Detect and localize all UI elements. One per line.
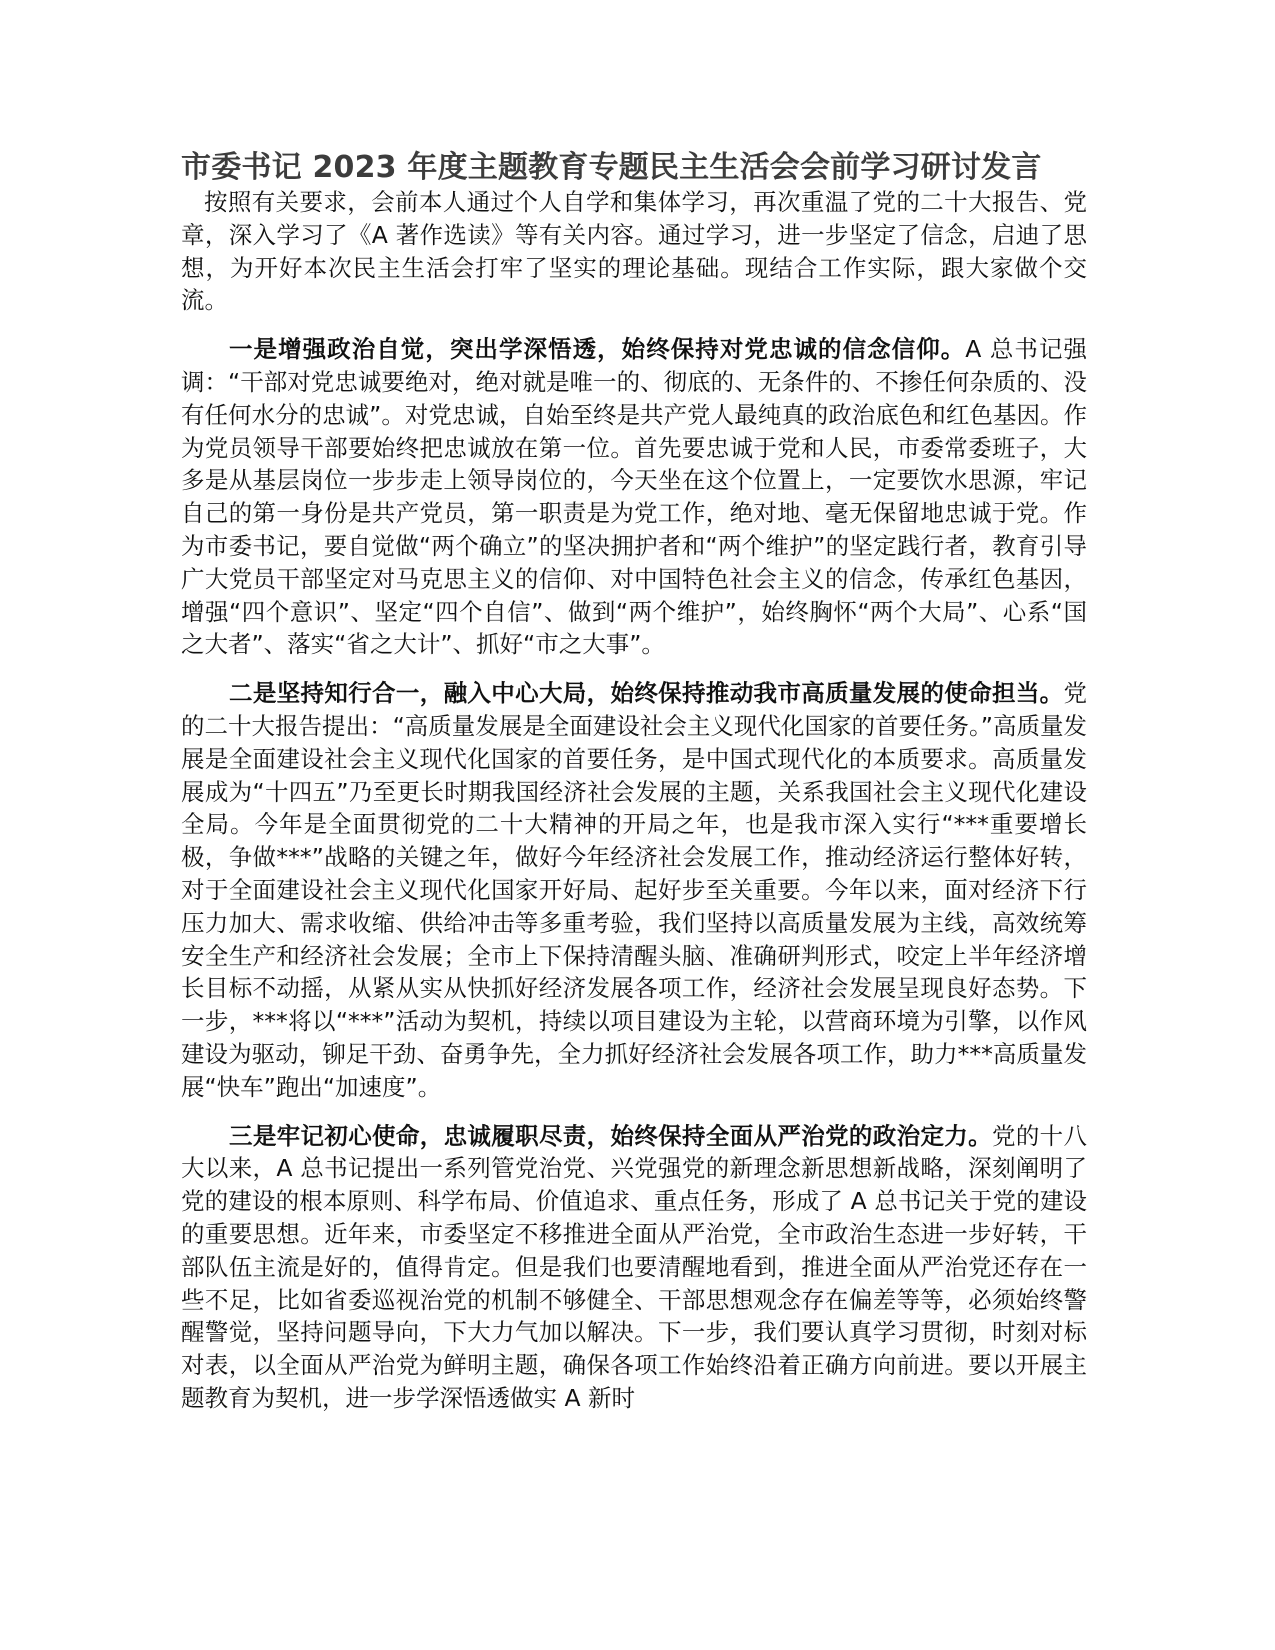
section-3-lead: 三是牢记初心使命，忠诚履职尽责，始终保持全面从严治党的政治定力。 <box>229 1121 992 1150</box>
section-2-lead: 二是坚持知行合一，融入中心大局，始终保持推动我市高质量发展的使命担当。 <box>229 679 1064 708</box>
section-1-lead: 一是增强政治自觉，突出学深悟透，始终保持对党忠诚的信念信仰。 <box>229 335 966 364</box>
intro-paragraph: 按照有关要求，会前本人通过个人自学和集体学习，再次重温了党的二十大报告、党章，深入学习了《A 著作选读》等有关内容。通过学习，进一步坚定了信念，启迪了思想，为开好本次民主生活会打牢了坚实的理论基础。现结合工作实际，跟大家做个交流。 <box>181 188 1087 315</box>
document-title: 市委书记 2023 年度主题教育专题民主生活会会前学习研讨发言 <box>181 150 1042 185</box>
section-paragraph-1 <box>181 333 1087 661</box>
section-1-body: A 总书记强调：“干部对党忠诚要绝对，绝对就是唯一的、彻底的、无条件的、不掺任何杂质的、没有任何水分的忠诚”。对党忠诚，自始至终是共产党人最纯真的政治底色和红色基因。作为党员领导干部要始终把忠诚放在第一位。首先要忠诚于党和人民，市委常委班子，大多是从基层岗位一步步走上领导岗位的，今天坐在这个位置上，一定要饮水思源，牢记自己的第一身份是共产党员，第一职责是为党工作，绝对地、毫无保留地忠诚于党。作为市委书记，要自觉做“两个确立”的坚决拥护者和“两个维护”的坚定践行者，教育引导广大党员干部坚定对马克思主义的信仰、对中国特色社会主义的信念，传承红色基因，增强“四个意识”、坚定“四个自信”、做到“两个维护”，始终胸怀“两个大局”、心系“国之大者”、落实“省之大计”、抓好“市之大事”。 <box>181 335 1087 659</box>
document-page <box>181 150 1087 1415</box>
section-paragraph-3 <box>181 1120 1087 1415</box>
section-paragraph-2 <box>181 677 1087 1103</box>
section-3-body: 党的十八大以来，A 总书记提出一系列管党治党、兴党强党的新理念新思想新战略，深刻阐明了党的建设的根本原则、科学布局、价值追求、重点任务，形成了 A 总书记关于党的建设的重要思想。近年来，市委坚定不移推进全面从严治党，全市政治生态进一步好转，干部队伍主流是好的，值得肯定。但是我们也要清醒地看到，推进全面从严治党还存在一些不足，比如省委巡视治党的机制不够健全、干部思想观念存在偏差等等，必须始终警醒警觉，坚持问题导向，下大力气加以解决。下一步，我们要认真学习贯彻，时刻对标对表，以全面从严治党为鲜明主题，确保各项工作始终沿着正确方向前进。要以开展主题教育为契机，进一步学深悟透做实 A 新时 <box>181 1121 1088 1412</box>
section-2-body: 党的二十大报告提出：“高质量发展是全面建设社会主义现代化国家的首要任务。”高质量发展是全面建设社会主义现代化国家的首要任务，是中国式现代化的本质要求。高质量发展成为“十四五”乃至更长时期我国经济社会发展的主题，关系我国社会主义现代化建设全局。今年是全面贯彻党的二十大精神的开局之年，也是我市深入实行“***重要增长极，争做***”战略的关键之年，做好今年经济社会发展工作，推动经济运行整体好转，对于全面建设社会主义现代化国家开好局、起好步至关重要。今年以来，面对经济下行压力加大、需求收缩、供给冲击等多重考验，我们坚持以高质量发展为主线，高效统筹安全生产和经济社会发展；全市上下保持清醒头脑、准确研判形式，咬定上半年经济增长目标不动摇，从紧从实从快抓好经济发展各项工作，经济社会发展呈现良好态势。下一步，***将以“***”活动为契机，持续以项目建设为主轮，以营商环境为引擎，以作风建设为驱动，铆足干劲、奋勇争先，全力抓好经济社会发展各项工作，助力***高质量发展“快车”跑出“加速度”。 <box>181 679 1087 1101</box>
